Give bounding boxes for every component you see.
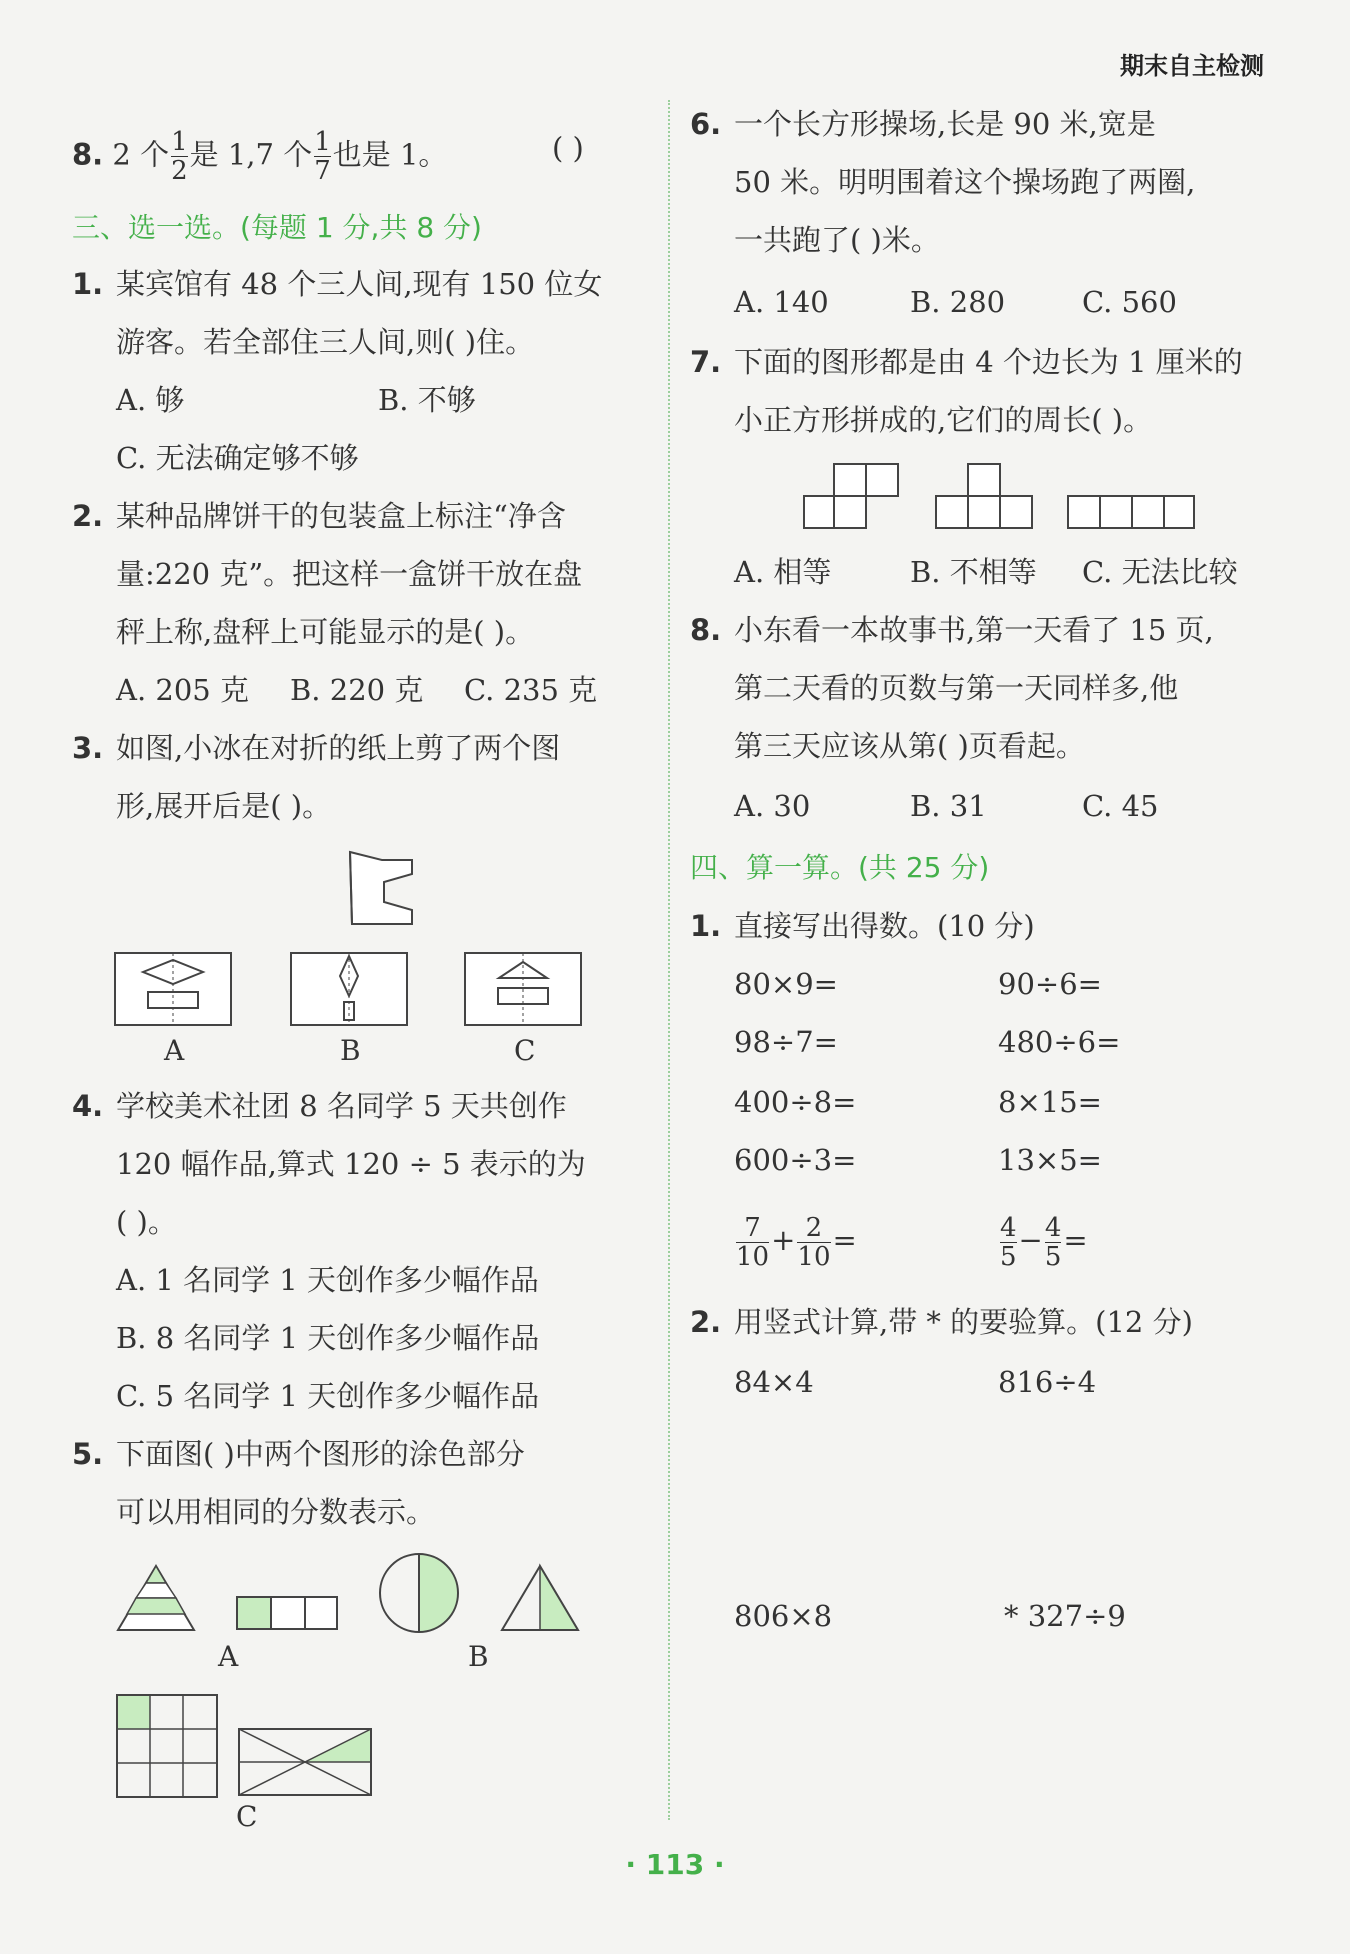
question-number: 2.	[72, 499, 104, 533]
question-number: 7.	[690, 345, 722, 379]
calc-item: 400÷8=	[734, 1085, 857, 1119]
question-number: 2.	[690, 1305, 722, 1339]
question-line: 秤上称,盘秤上可能显示的是( )。	[116, 615, 535, 649]
q8-text-1: 2 个	[112, 137, 170, 172]
question-title: 用竖式计算,带 * 的要验算。(12 分)	[734, 1305, 1193, 1339]
question-line: 可以用相同的分数表示。	[116, 1495, 436, 1529]
option-c[interactable]: C. 无法比较	[1082, 555, 1238, 589]
figure-label-b: B	[340, 1034, 361, 1067]
figure-label-a: A	[218, 1640, 239, 1673]
option-a-triangle[interactable]	[116, 1564, 196, 1632]
question-line: 某宾馆有 48 个三人间,现有 150 位女	[116, 267, 603, 301]
question-line: ( )。	[116, 1205, 177, 1239]
fraction	[736, 1214, 769, 1271]
option-c-rectangle[interactable]	[238, 1728, 374, 1798]
question-line: 某种品牌饼干的包装盒上标注“净含	[116, 499, 566, 533]
calc-item: 80×9=	[734, 967, 838, 1001]
question-number: 1.	[72, 267, 104, 301]
question-number: 8.	[690, 613, 722, 647]
option-b[interactable]: B. 220 克	[290, 673, 424, 707]
q8-text-2: 是 1,7 个	[189, 137, 313, 172]
fraction	[797, 1214, 830, 1271]
question-line: 120 幅作品,算式 120 ÷ 5 表示的为	[116, 1147, 586, 1181]
frac-num: 4	[1044, 1212, 1062, 1243]
question-line: 游客。若全部住三人间,则( )住。	[116, 325, 535, 359]
vertical-calc-item: 816÷4	[998, 1365, 1097, 1399]
question-number: 6.	[690, 107, 722, 141]
column-divider	[668, 100, 670, 1820]
fraction	[1045, 1214, 1062, 1271]
question-number: 3.	[72, 731, 104, 765]
option-b[interactable]: B. 不相等	[910, 555, 1037, 589]
tetromino-i-shape	[1066, 494, 1198, 532]
option-a[interactable]: A. 1 名同学 1 天创作多少幅作品	[116, 1263, 539, 1297]
figure-label-a: A	[164, 1034, 185, 1067]
calc-item: 13×5=	[998, 1143, 1102, 1177]
option-b[interactable]: B. 31	[910, 789, 987, 823]
operator: −	[1018, 1223, 1043, 1257]
tetromino-s-shape	[802, 462, 902, 532]
option-a-figure[interactable]	[114, 952, 234, 1028]
frac-den: 2	[171, 156, 188, 186]
fraction-one-seventh	[314, 128, 331, 185]
frac-den: 10	[736, 1241, 770, 1272]
tetromino-t-shape	[934, 462, 1036, 532]
question-line: 第二天看的页数与第一天同样多,他	[734, 671, 1179, 705]
q8-true-false	[72, 128, 447, 185]
option-b-figure[interactable]	[290, 952, 410, 1028]
option-c[interactable]: C. 560	[1082, 285, 1177, 319]
question-title: 直接写出得数。(10 分)	[734, 909, 1035, 943]
frac-num: 7	[744, 1212, 761, 1243]
question-line: 如图,小冰在对折的纸上剪了两个图	[116, 731, 561, 765]
section-3-title: 三、选一选。(每题 1 分,共 8 分)	[72, 211, 482, 244]
figure-label-b: B	[468, 1640, 489, 1673]
vertical-calc-item: * 327÷9	[1004, 1599, 1126, 1633]
calc-item: 480÷6=	[998, 1025, 1121, 1059]
question-line: 小东看一本故事书,第一天看了 15 页,	[734, 613, 1214, 647]
calc-item: 600÷3=	[734, 1143, 857, 1177]
option-c[interactable]: C. 235 克	[464, 673, 598, 707]
question-line: 下面的图形都是由 4 个边长为 1 厘米的	[734, 345, 1243, 379]
option-a[interactable]: A. 205 克	[116, 673, 249, 707]
question-number: 8.	[72, 137, 104, 172]
fraction-sum-item	[734, 1212, 857, 1271]
frac-num: 2	[805, 1212, 823, 1243]
question-number: 1.	[690, 909, 722, 943]
equals: =	[832, 1223, 857, 1257]
calc-item: 8×15=	[998, 1085, 1102, 1119]
option-a[interactable]: A. 够	[116, 383, 185, 417]
folded-paper-figure	[340, 846, 420, 930]
question-line: 下面图( )中两个图形的涂色部分	[116, 1437, 525, 1471]
option-c[interactable]: C. 45	[1082, 789, 1159, 823]
answer-paren[interactable]: ( )	[552, 131, 584, 165]
question-line: 形,展开后是( )。	[116, 789, 332, 823]
option-b-circle[interactable]	[378, 1552, 460, 1634]
option-a[interactable]: A. 30	[734, 789, 811, 823]
question-line: 量:220 克”。把这样一盒饼干放在盘	[116, 557, 583, 591]
option-b[interactable]: B. 280	[910, 285, 1006, 319]
question-line: 一共跑了( )米。	[734, 223, 940, 257]
operator: +	[771, 1223, 796, 1257]
question-line: 一个长方形操场,长是 90 米,宽是	[734, 107, 1156, 141]
option-b-triangle[interactable]	[500, 1564, 580, 1632]
frac-den: 7	[314, 156, 331, 186]
frac-num: 1	[314, 127, 331, 157]
page-header: 期末自主检测	[1120, 52, 1264, 80]
figure-label-c: C	[514, 1034, 536, 1067]
option-c-grid[interactable]	[116, 1694, 220, 1800]
option-a[interactable]: A. 140	[734, 285, 829, 319]
frac-den: 5	[1044, 1241, 1062, 1272]
calc-item: 90÷6=	[998, 967, 1102, 1001]
question-number: 4.	[72, 1089, 104, 1123]
frac-den: 10	[797, 1241, 831, 1272]
calc-item: 98÷7=	[734, 1025, 838, 1059]
question-line: 50 米。明明围着这个操场跑了两圈,	[734, 165, 1196, 199]
question-line: 第三天应该从第( )页看起。	[734, 729, 1085, 763]
option-c-figure[interactable]	[464, 952, 584, 1028]
option-b[interactable]: B. 不够	[378, 383, 476, 417]
equals: =	[1063, 1223, 1088, 1257]
question-number: 5.	[72, 1437, 104, 1471]
option-b[interactable]: B. 8 名同学 1 天创作多少幅作品	[116, 1321, 540, 1355]
question-line: 学校美术社团 8 名同学 5 天共创作	[116, 1089, 567, 1123]
fraction-diff-item	[998, 1212, 1088, 1271]
option-c[interactable]: C. 无法确定够不够	[116, 441, 359, 475]
section-4-title: 四、算一算。(共 25 分)	[690, 851, 990, 884]
question-line: 小正方形拼成的,它们的周长( )。	[734, 403, 1153, 437]
option-c[interactable]: C. 5 名同学 1 天创作多少幅作品	[116, 1379, 540, 1413]
option-a-bar[interactable]	[236, 1596, 340, 1632]
vertical-calc-item: 84×4	[734, 1365, 814, 1399]
vertical-calc-item: 806×8	[734, 1599, 833, 1633]
q8-text-3: 也是 1。	[332, 137, 448, 172]
fraction-one-half	[171, 128, 188, 185]
frac-num: 4	[1000, 1212, 1017, 1243]
page-number-value: 113	[645, 1848, 705, 1881]
page-number: · 113 ·	[625, 1848, 725, 1881]
option-a[interactable]: A. 相等	[734, 555, 832, 589]
frac-num: 1	[171, 127, 188, 157]
fraction	[1000, 1214, 1017, 1271]
figure-label-c: C	[236, 1800, 258, 1833]
frac-den: 5	[1000, 1241, 1017, 1272]
